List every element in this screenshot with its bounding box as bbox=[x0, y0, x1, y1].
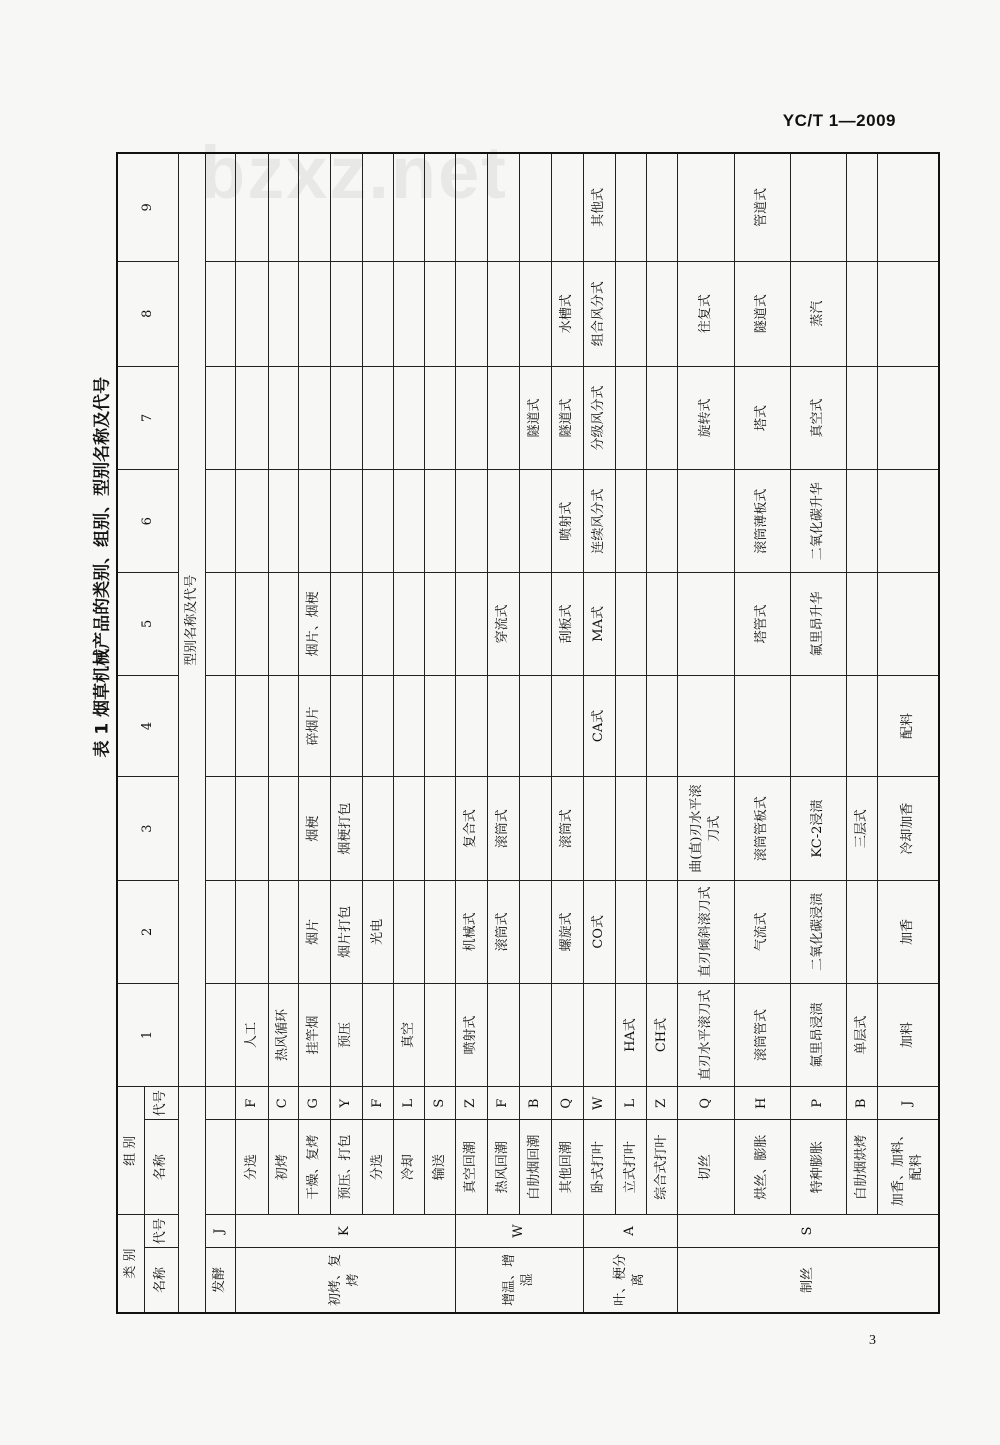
model-cell-2: 气流式 bbox=[734, 880, 790, 983]
model-cell-3 bbox=[393, 777, 424, 881]
model-cell-3: 冷却加香 bbox=[877, 777, 939, 881]
model-cell-1 bbox=[583, 983, 615, 1087]
model-cell-9 bbox=[455, 153, 487, 261]
model-cell-6 bbox=[393, 470, 424, 573]
header-model-title: 型别名称及代号 bbox=[178, 153, 205, 1087]
group-code: B bbox=[519, 1087, 551, 1120]
model-cell-4 bbox=[455, 675, 487, 777]
model-cell-5 bbox=[268, 573, 298, 676]
group-name: 综合式打叶 bbox=[646, 1120, 677, 1215]
model-cell-1 bbox=[487, 983, 519, 1087]
group-name bbox=[205, 1120, 235, 1215]
model-cell-6 bbox=[424, 470, 455, 573]
model-cell-2 bbox=[846, 880, 877, 983]
group-code: P bbox=[790, 1087, 846, 1120]
model-cell-1 bbox=[519, 983, 551, 1087]
group-name: 加香、加料、配料 bbox=[877, 1120, 939, 1215]
model-cell-6 bbox=[846, 470, 877, 573]
model-cell-5: 塔管式 bbox=[734, 573, 790, 676]
model-cell-5 bbox=[846, 573, 877, 676]
model-cell-8: 组合风分式 bbox=[583, 261, 615, 366]
model-cell-5: 刮板式 bbox=[551, 573, 583, 676]
model-cell-8: 蒸汽 bbox=[790, 261, 846, 366]
category-code: J bbox=[205, 1215, 235, 1248]
model-cell-7 bbox=[205, 366, 235, 470]
model-cell-5 bbox=[205, 573, 235, 676]
group-code: F bbox=[362, 1087, 393, 1120]
group-code: Q bbox=[677, 1087, 734, 1120]
model-cell-9 bbox=[362, 153, 393, 261]
model-cell-8 bbox=[487, 261, 519, 366]
header-group-name: 名称 bbox=[144, 1120, 178, 1215]
model-cell-7 bbox=[615, 366, 646, 470]
model-cell-9 bbox=[298, 153, 330, 261]
category-name: 叶、梗分离 bbox=[583, 1247, 677, 1313]
model-cell-7 bbox=[393, 366, 424, 470]
model-cell-2 bbox=[205, 880, 235, 983]
model-cell-3 bbox=[615, 777, 646, 881]
group-name: 冷却 bbox=[393, 1120, 424, 1215]
model-cell-7 bbox=[646, 366, 677, 470]
model-cell-4 bbox=[615, 675, 646, 777]
table-row bbox=[298, 153, 330, 1313]
model-cell-9 bbox=[424, 153, 455, 261]
model-cell-2 bbox=[646, 880, 677, 983]
table-row bbox=[646, 153, 677, 1313]
model-cell-6 bbox=[519, 470, 551, 573]
group-name: 预压、打包 bbox=[330, 1120, 362, 1215]
model-cell-5 bbox=[235, 573, 268, 676]
model-cell-9 bbox=[205, 153, 235, 261]
model-cell-5 bbox=[519, 573, 551, 676]
model-cell-1: 真空 bbox=[393, 983, 424, 1087]
model-cell-2: 二氧化碳浸渍 bbox=[790, 880, 846, 983]
group-code: H bbox=[734, 1087, 790, 1120]
model-cell-2 bbox=[393, 880, 424, 983]
model-cell-9 bbox=[330, 153, 362, 261]
table-row bbox=[583, 153, 615, 1313]
model-cell-3 bbox=[362, 777, 393, 881]
model-cell-8 bbox=[393, 261, 424, 366]
model-cell-4 bbox=[362, 675, 393, 777]
model-cell-3: 滚筒式 bbox=[487, 777, 519, 881]
model-cell-9 bbox=[646, 153, 677, 261]
model-cell-1: 热风循环 bbox=[268, 983, 298, 1087]
header-model-9: 9 bbox=[117, 153, 178, 261]
model-cell-4 bbox=[487, 675, 519, 777]
model-cell-2: 烟片 bbox=[298, 880, 330, 983]
table-row bbox=[519, 153, 551, 1313]
model-cell-7 bbox=[268, 366, 298, 470]
model-cell-4 bbox=[734, 675, 790, 777]
model-cell-2 bbox=[615, 880, 646, 983]
group-code: W bbox=[583, 1087, 615, 1120]
model-cell-6 bbox=[205, 470, 235, 573]
model-cell-3 bbox=[424, 777, 455, 881]
model-cell-3 bbox=[646, 777, 677, 881]
model-cell-6: 连续风分式 bbox=[583, 470, 615, 573]
model-cell-5 bbox=[615, 573, 646, 676]
model-cell-2 bbox=[519, 880, 551, 983]
group-name: 热风回潮 bbox=[487, 1120, 519, 1215]
table-row bbox=[268, 153, 298, 1313]
classification-table bbox=[116, 152, 940, 1314]
group-name: 特种膨胀 bbox=[790, 1120, 846, 1215]
model-cell-7 bbox=[235, 366, 268, 470]
model-cell-2: 直刃倾斜滚刀式 bbox=[677, 880, 734, 983]
model-cell-2: 滚筒式 bbox=[487, 880, 519, 983]
model-cell-1: 滚筒管式 bbox=[734, 983, 790, 1087]
model-cell-9 bbox=[393, 153, 424, 261]
model-cell-3: 曲(直)刃水平滚刀式 bbox=[677, 777, 734, 881]
model-cell-1: 喷射式 bbox=[455, 983, 487, 1087]
model-cell-8 bbox=[362, 261, 393, 366]
model-cell-6 bbox=[487, 470, 519, 573]
group-name: 初烤 bbox=[268, 1120, 298, 1215]
group-code: Q bbox=[551, 1087, 583, 1120]
table-row bbox=[615, 153, 646, 1313]
model-cell-9 bbox=[615, 153, 646, 261]
model-cell-4: 碎烟片 bbox=[298, 675, 330, 777]
model-cell-6 bbox=[877, 470, 939, 573]
header-category-name: 名称 bbox=[144, 1247, 178, 1313]
header-model-6: 6 bbox=[117, 470, 178, 573]
model-cell-3: 三层式 bbox=[846, 777, 877, 881]
model-cell-3 bbox=[583, 777, 615, 881]
category-code: W bbox=[455, 1215, 583, 1248]
table-row bbox=[393, 153, 424, 1313]
model-cell-8 bbox=[205, 261, 235, 366]
model-cell-5: 穿流式 bbox=[487, 573, 519, 676]
model-cell-9 bbox=[677, 153, 734, 261]
group-name: 切丝 bbox=[677, 1120, 734, 1215]
group-name: 分选 bbox=[235, 1120, 268, 1215]
model-cell-9 bbox=[551, 153, 583, 261]
header-spacer bbox=[178, 1087, 205, 1313]
model-cell-8 bbox=[519, 261, 551, 366]
group-code: C bbox=[268, 1087, 298, 1120]
model-cell-9 bbox=[846, 153, 877, 261]
table-title: 表 1 烟草机械产品的类别、组别、型别名称及代号 bbox=[92, 376, 113, 758]
header-group-code: 代号 bbox=[144, 1087, 178, 1120]
model-cell-2: 机械式 bbox=[455, 880, 487, 983]
model-cell-4 bbox=[551, 675, 583, 777]
model-cell-2 bbox=[235, 880, 268, 983]
model-cell-7 bbox=[455, 366, 487, 470]
model-cell-2: 烟片打包 bbox=[330, 880, 362, 983]
group-name: 白肋烟烘烤 bbox=[846, 1120, 877, 1215]
page-number: 3 bbox=[869, 1333, 876, 1348]
model-cell-5 bbox=[677, 573, 734, 676]
model-cell-5: 氟里昂升华 bbox=[790, 573, 846, 676]
table-row bbox=[487, 153, 519, 1313]
model-cell-6 bbox=[362, 470, 393, 573]
model-cell-3: KC-2浸渍 bbox=[790, 777, 846, 881]
model-cell-4: CA式 bbox=[583, 675, 615, 777]
category-name: 发酵 bbox=[205, 1247, 235, 1313]
header-model-4: 4 bbox=[117, 675, 178, 777]
model-cell-6 bbox=[330, 470, 362, 573]
table-row bbox=[790, 153, 846, 1313]
table-row bbox=[330, 153, 362, 1313]
model-cell-8 bbox=[298, 261, 330, 366]
model-cell-5 bbox=[646, 573, 677, 676]
model-cell-9 bbox=[487, 153, 519, 261]
model-cell-6: 喷射式 bbox=[551, 470, 583, 573]
group-code: S bbox=[424, 1087, 455, 1120]
model-cell-8 bbox=[330, 261, 362, 366]
model-cell-7 bbox=[424, 366, 455, 470]
model-cell-6 bbox=[268, 470, 298, 573]
model-cell-2: CO式 bbox=[583, 880, 615, 983]
model-cell-6: 滚筒薄板式 bbox=[734, 470, 790, 573]
model-cell-1 bbox=[551, 983, 583, 1087]
model-cell-7: 真空式 bbox=[790, 366, 846, 470]
model-cell-6 bbox=[235, 470, 268, 573]
header-model-7: 7 bbox=[117, 366, 178, 470]
model-cell-4 bbox=[846, 675, 877, 777]
model-cell-3 bbox=[205, 777, 235, 881]
model-cell-3: 烟梗打包 bbox=[330, 777, 362, 881]
watermark: bzxz.net bbox=[200, 131, 508, 214]
table-row bbox=[424, 153, 455, 1313]
model-cell-8: 水槽式 bbox=[551, 261, 583, 366]
group-code: Z bbox=[455, 1087, 487, 1120]
table-row bbox=[846, 153, 877, 1313]
model-cell-1: 单层式 bbox=[846, 983, 877, 1087]
model-cell-6 bbox=[455, 470, 487, 573]
model-cell-2 bbox=[424, 880, 455, 983]
group-name: 分选 bbox=[362, 1120, 393, 1215]
model-cell-1 bbox=[205, 983, 235, 1087]
model-cell-7: 塔式 bbox=[734, 366, 790, 470]
model-cell-8 bbox=[235, 261, 268, 366]
category-code: A bbox=[583, 1215, 677, 1248]
model-cell-8: 往复式 bbox=[677, 261, 734, 366]
model-cell-8 bbox=[846, 261, 877, 366]
header-model-1: 1 bbox=[117, 983, 178, 1087]
model-cell-4 bbox=[393, 675, 424, 777]
table-row bbox=[455, 153, 487, 1313]
model-cell-5 bbox=[330, 573, 362, 676]
group-name: 卧式打叶 bbox=[583, 1120, 615, 1215]
model-cell-6 bbox=[646, 470, 677, 573]
model-cell-4 bbox=[519, 675, 551, 777]
model-cell-4 bbox=[205, 675, 235, 777]
model-cell-9 bbox=[877, 153, 939, 261]
model-cell-3 bbox=[235, 777, 268, 881]
model-cell-8: 隧道式 bbox=[734, 261, 790, 366]
model-cell-9 bbox=[235, 153, 268, 261]
group-code: L bbox=[393, 1087, 424, 1120]
model-cell-6 bbox=[677, 470, 734, 573]
model-cell-4 bbox=[790, 675, 846, 777]
model-cell-7 bbox=[487, 366, 519, 470]
model-cell-9 bbox=[790, 153, 846, 261]
group-code: Z bbox=[646, 1087, 677, 1120]
model-cell-7 bbox=[330, 366, 362, 470]
header-model-3: 3 bbox=[117, 777, 178, 881]
model-cell-1 bbox=[424, 983, 455, 1087]
table-row bbox=[734, 153, 790, 1313]
header-group: 组 别 bbox=[117, 1087, 144, 1215]
group-code: J bbox=[877, 1087, 939, 1120]
model-cell-7: 旋转式 bbox=[677, 366, 734, 470]
model-cell-1: HA式 bbox=[615, 983, 646, 1087]
group-name: 输送 bbox=[424, 1120, 455, 1215]
model-cell-2: 光电 bbox=[362, 880, 393, 983]
model-cell-1 bbox=[362, 983, 393, 1087]
model-cell-8 bbox=[268, 261, 298, 366]
group-code: F bbox=[235, 1087, 268, 1120]
model-cell-9 bbox=[519, 153, 551, 261]
standard-code: YC/T 1—2009 bbox=[782, 111, 896, 130]
model-cell-4 bbox=[330, 675, 362, 777]
model-cell-2 bbox=[268, 880, 298, 983]
group-name: 白肋烟回潮 bbox=[519, 1120, 551, 1215]
model-cell-4 bbox=[235, 675, 268, 777]
model-cell-1: 加料 bbox=[877, 983, 939, 1087]
model-cell-8 bbox=[877, 261, 939, 366]
header-model-8: 8 bbox=[117, 261, 178, 366]
category-name: 初烤、复烤 bbox=[235, 1247, 455, 1313]
group-name: 真空回潮 bbox=[455, 1120, 487, 1215]
model-cell-7 bbox=[362, 366, 393, 470]
model-cell-9 bbox=[268, 153, 298, 261]
model-cell-1: CH式 bbox=[646, 983, 677, 1087]
model-cell-2: 螺旋式 bbox=[551, 880, 583, 983]
model-cell-7 bbox=[298, 366, 330, 470]
model-cell-9: 管道式 bbox=[734, 153, 790, 261]
group-name: 其他回潮 bbox=[551, 1120, 583, 1215]
header-category-code: 代号 bbox=[144, 1215, 178, 1248]
group-code: B bbox=[846, 1087, 877, 1120]
category-code: K bbox=[235, 1215, 455, 1248]
model-cell-1: 直刃水平滚刀式 bbox=[677, 983, 734, 1087]
table-row bbox=[205, 153, 235, 1313]
model-cell-6: 二氧化碳升华 bbox=[790, 470, 846, 573]
table-row bbox=[677, 153, 734, 1313]
table-row bbox=[362, 153, 393, 1313]
model-cell-1: 挂竿烟 bbox=[298, 983, 330, 1087]
model-cell-7 bbox=[846, 366, 877, 470]
model-cell-9: 其他式 bbox=[583, 153, 615, 261]
model-cell-6 bbox=[298, 470, 330, 573]
model-cell-3: 复合式 bbox=[455, 777, 487, 881]
model-cell-3: 烟梗 bbox=[298, 777, 330, 881]
model-cell-6 bbox=[615, 470, 646, 573]
model-cell-5 bbox=[393, 573, 424, 676]
model-cell-8 bbox=[615, 261, 646, 366]
model-cell-5 bbox=[877, 573, 939, 676]
model-cell-8 bbox=[455, 261, 487, 366]
group-code: Y bbox=[330, 1087, 362, 1120]
group-code: L bbox=[615, 1087, 646, 1120]
model-cell-8 bbox=[424, 261, 455, 366]
table-row bbox=[551, 153, 583, 1313]
header-model-5: 5 bbox=[117, 573, 178, 676]
model-cell-7: 分级风分式 bbox=[583, 366, 615, 470]
model-cell-5 bbox=[424, 573, 455, 676]
model-cell-7 bbox=[877, 366, 939, 470]
model-cell-3: 滚筒管板式 bbox=[734, 777, 790, 881]
group-code: G bbox=[298, 1087, 330, 1120]
model-cell-4 bbox=[268, 675, 298, 777]
group-code bbox=[205, 1087, 235, 1120]
group-name: 立式打叶 bbox=[615, 1120, 646, 1215]
model-cell-7: 隧道式 bbox=[551, 366, 583, 470]
group-name: 烘丝、膨胀 bbox=[734, 1120, 790, 1215]
model-cell-5 bbox=[455, 573, 487, 676]
model-cell-1: 预压 bbox=[330, 983, 362, 1087]
group-code: F bbox=[487, 1087, 519, 1120]
group-name: 干燥、复烤 bbox=[298, 1120, 330, 1215]
model-cell-3 bbox=[519, 777, 551, 881]
category-code: S bbox=[677, 1215, 939, 1248]
model-cell-5 bbox=[362, 573, 393, 676]
model-cell-1: 人工 bbox=[235, 983, 268, 1087]
model-cell-3: 滚筒式 bbox=[551, 777, 583, 881]
model-cell-3 bbox=[268, 777, 298, 881]
table-row bbox=[877, 153, 939, 1313]
header-model-2: 2 bbox=[117, 880, 178, 983]
model-cell-5: MA式 bbox=[583, 573, 615, 676]
model-cell-4: 配料 bbox=[877, 675, 939, 777]
header-category: 类 别 bbox=[117, 1215, 144, 1313]
model-cell-8 bbox=[646, 261, 677, 366]
model-cell-4 bbox=[646, 675, 677, 777]
model-cell-2: 加香 bbox=[877, 880, 939, 983]
category-name: 制丝 bbox=[677, 1247, 939, 1313]
table-container bbox=[116, 152, 924, 1314]
model-cell-7: 隧道式 bbox=[519, 366, 551, 470]
category-name: 增温、增湿 bbox=[455, 1247, 583, 1313]
model-cell-4 bbox=[677, 675, 734, 777]
model-cell-1: 氟里昂浸渍 bbox=[790, 983, 846, 1087]
model-cell-5: 烟片、烟梗 bbox=[298, 573, 330, 676]
table-row bbox=[235, 153, 268, 1313]
model-cell-4 bbox=[424, 675, 455, 777]
